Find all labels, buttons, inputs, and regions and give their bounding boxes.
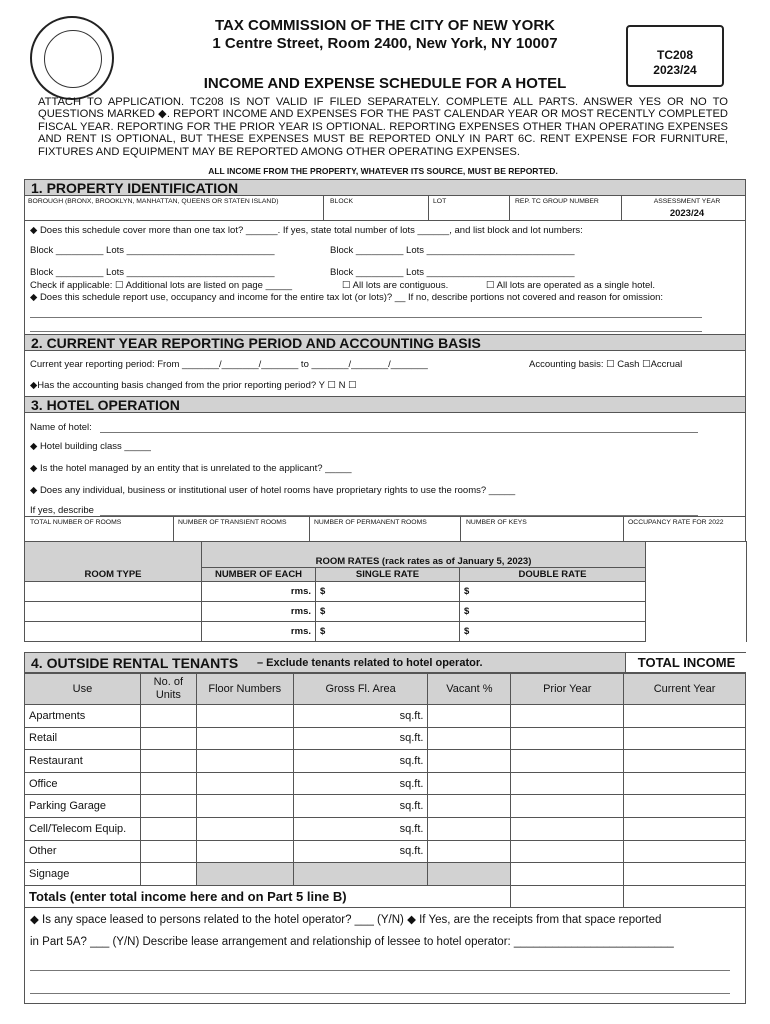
totals-row[interactable] xyxy=(25,885,746,908)
room-rate-row[interactable] xyxy=(25,582,747,602)
area-cell[interactable]: sq.ft. xyxy=(293,705,428,728)
part1-header: 1. PROPERTY IDENTIFICATION xyxy=(24,179,746,196)
table-row[interactable] xyxy=(25,705,746,728)
table-row[interactable] xyxy=(25,772,746,795)
hotel-name-label: Name of hotel: xyxy=(30,422,92,433)
part2-header: 2. CURRENT YEAR REPORTING PERIOD AND ACCOUNTING BASIS xyxy=(24,334,746,351)
current-year-header: Current Year xyxy=(624,674,746,705)
single-rate-cell[interactable]: $ xyxy=(316,602,460,622)
use-cell: Restaurant xyxy=(25,750,141,773)
assessment-year-value: 2023/24 xyxy=(669,208,705,219)
room-rates-title: ROOM RATES (rack rates as of January 5, 2023) xyxy=(202,542,646,568)
use-cell: Retail xyxy=(25,727,141,750)
accounting-basis[interactable]: Accounting basis: ☐ Cash ☐Accrual xyxy=(529,359,683,370)
single-rate-cell[interactable]: $ xyxy=(316,582,460,602)
vacant-header: Vacant % xyxy=(428,674,511,705)
rms-cell[interactable]: rms. xyxy=(202,602,316,622)
part3-header: 3. HOTEL OPERATION xyxy=(24,396,746,413)
area-cell[interactable]: sq.ft. xyxy=(293,795,428,818)
room-type-header: ROOM TYPE xyxy=(25,568,202,582)
double-rate-cell[interactable]: $ xyxy=(460,602,646,622)
total-rooms-label: TOTAL NUMBER OF ROOMS xyxy=(30,519,122,526)
table-row[interactable] xyxy=(25,750,746,773)
form-title: INCOME AND EXPENSE SCHEDULE FOR A HOTEL xyxy=(203,75,567,92)
managed-question[interactable]: ◆ Is the hotel managed by an entity that is unrelated to the applicant? _____ xyxy=(30,463,352,474)
table-row[interactable] xyxy=(25,840,746,863)
reporting-period[interactable]: Current year reporting period: From _______/_______/_______ to _______/_______/_______ xyxy=(30,359,428,370)
double-rate-cell[interactable]: $ xyxy=(460,622,646,642)
area-cell[interactable]: sq.ft. xyxy=(293,750,428,773)
permanent-rooms-label: NUMBER OF PERMANENT ROOMS xyxy=(314,519,427,526)
block-lots-1[interactable]: Block _________ Lots ____________________________ xyxy=(30,245,275,256)
rms-cell[interactable]: rms. xyxy=(202,622,316,642)
double-rate-cell[interactable]: $ xyxy=(460,582,646,602)
related-lease-question[interactable]: ◆ Is any space leased to persons related to the hotel operator? ___ (Y/N) ◆ If Yes, are the receipts from that space reported xyxy=(30,914,662,926)
total-income-header: TOTAL INCOME xyxy=(625,653,747,672)
omission-line-2[interactable] xyxy=(30,331,702,332)
use-cell: Signage xyxy=(25,863,141,886)
nyc-seal-icon xyxy=(30,16,114,100)
form-code: TC208 xyxy=(656,48,694,62)
part4-title: 4. OUTSIDE RENTAL TENANTS xyxy=(31,655,239,671)
area-cell[interactable]: sq.ft. xyxy=(293,817,428,840)
area-header: Gross Fl. Area xyxy=(293,674,428,705)
omission-line-1[interactable] xyxy=(30,317,702,318)
use-cell: Parking Garage xyxy=(25,795,141,818)
use-cell: Office xyxy=(25,772,141,795)
entire-lot-question: ◆ Does this schedule report use, occupancy and income for the entire tax lot (or lots)? __ If no, describe portions not covered and reason for omission: xyxy=(30,292,664,303)
lease-describe-line-1[interactable] xyxy=(30,970,730,971)
totals-label: Totals (enter total income here and on Part 5 line B) xyxy=(25,885,511,908)
room-rate-row[interactable] xyxy=(25,622,747,642)
intro-instructions: ATTACH TO APPLICATION. TC208 IS NOT VALID IF FILED SEPARATELY. COMPLETE ALL PARTS. ANSWER YES OR NO TO QUESTIONS MARKED ◆. REPORT INCOME AND EXPENSES FOR THE PAST CALENDAR YEAR OR MOST RECENTLY COMPLETED FISCAL YEAR. REPORTING FOR THE PRIOR YEAR IS OPTIONAL. REPORTING EXPENSES OTHER THAN OPERATING EXPENSES AND RENT IS OPTIONAL, BUT THESE EXPENSES MUST BE REPORTED ONLY IN PART 6C. RENT EXPENSE FOR FURNITURE, FIXTURES AND EQUIPMENT MAY BE REPORTED AMONG OTHER OPERATING EXPENSES. xyxy=(38,96,728,158)
part4-header xyxy=(24,652,746,673)
rms-cell[interactable]: rms. xyxy=(202,582,316,602)
room-rate-row[interactable] xyxy=(25,602,747,622)
units-header: No. of Units xyxy=(140,674,196,705)
prior-year-header: Prior Year xyxy=(511,674,624,705)
assessment-year-label: ASSESSMENT YEAR xyxy=(653,198,721,205)
outside-tenants-table xyxy=(24,673,746,908)
proprietary-question[interactable]: ◆ Does any individual, business or institutional user of hotel rooms have proprietary rights to use the rooms? _____ xyxy=(30,485,516,496)
area-cell[interactable]: sq.ft. xyxy=(293,772,428,795)
room-rates-table xyxy=(24,541,747,642)
intro-note: ALL INCOME FROM THE PROPERTY, WHATEVER ITS SOURCE, MUST BE REPORTED. xyxy=(208,166,558,176)
basis-changed-question[interactable]: ◆Has the accounting basis changed from the prior reporting period? Y ☐ N ☐ xyxy=(30,380,357,391)
single-hotel-check[interactable]: ☐ All lots are operated as a single hotel. xyxy=(486,280,656,291)
use-header: Use xyxy=(25,674,141,705)
double-rate-header: DOUBLE RATE xyxy=(460,568,646,582)
use-cell: Apartments xyxy=(25,705,141,728)
area-cell[interactable]: sq.ft. xyxy=(293,727,428,750)
building-class-question[interactable]: ◆ Hotel building class _____ xyxy=(30,441,151,452)
hotel-name-field[interactable] xyxy=(100,432,698,433)
additional-lots-check[interactable]: Check if applicable: ☐ Additional lots are listed on page _____ xyxy=(30,280,293,291)
table-row[interactable] xyxy=(25,817,746,840)
form-year: 2023/24 xyxy=(653,63,697,77)
multi-lot-question: ◆ Does this schedule cover more than one tax lot? ______. If yes, state total number of lots ______, and list block and lot numbers: xyxy=(30,225,583,236)
agency-name: TAX COMMISSION OF THE CITY OF NEW YORK xyxy=(214,17,555,34)
use-cell: Cell/Telecom Equip. xyxy=(25,817,141,840)
lot-label: LOT xyxy=(433,198,447,205)
table-row[interactable] xyxy=(25,727,746,750)
table-row[interactable] xyxy=(25,863,746,886)
form-code-box xyxy=(626,25,724,87)
floor-header: Floor Numbers xyxy=(196,674,293,705)
use-cell: Other xyxy=(25,840,141,863)
part4-subtitle: – Exclude tenants related to hotel operator. xyxy=(257,657,483,669)
borough-label: BOROUGH (BRONX, BROOKLYN, MANHATTAN, QUEENS OR STATEN ISLAND) xyxy=(28,198,279,205)
number-each-header: NUMBER OF EACH xyxy=(202,568,316,582)
transient-rooms-label: NUMBER OF TRANSIENT ROOMS xyxy=(178,519,287,526)
block-lots-2[interactable]: Block _________ Lots ____________________________ xyxy=(330,245,575,256)
keys-label: NUMBER OF KEYS xyxy=(466,519,527,526)
contiguous-check[interactable]: ☐ All lots are contiguous. xyxy=(342,280,449,291)
block-lots-3[interactable]: Block _________ Lots ____________________________ xyxy=(30,267,275,278)
table-row[interactable] xyxy=(25,795,746,818)
block-lots-4[interactable]: Block _________ Lots ____________________________ xyxy=(330,267,575,278)
lease-describe-line-2[interactable] xyxy=(30,993,730,994)
related-lease-question-2[interactable]: in Part 5A? ___ (Y/N) Describe lease arrangement and relationship of lessee to hotel operator: _________________________ xyxy=(30,936,674,948)
single-rate-cell[interactable]: $ xyxy=(316,622,460,642)
rep-group-label: REP. TC GROUP NUMBER xyxy=(515,198,599,205)
if-yes-describe: If yes, describe xyxy=(30,505,94,516)
area-cell xyxy=(293,863,428,886)
block-label: BLOCK xyxy=(330,198,354,205)
area-cell[interactable]: sq.ft. xyxy=(293,840,428,863)
occupancy-rate-label: OCCUPANCY RATE FOR 2022 xyxy=(628,519,724,526)
agency-address: 1 Centre Street, Room 2400, New York, NY 10007 xyxy=(212,35,558,52)
single-rate-header: SINGLE RATE xyxy=(316,568,460,582)
